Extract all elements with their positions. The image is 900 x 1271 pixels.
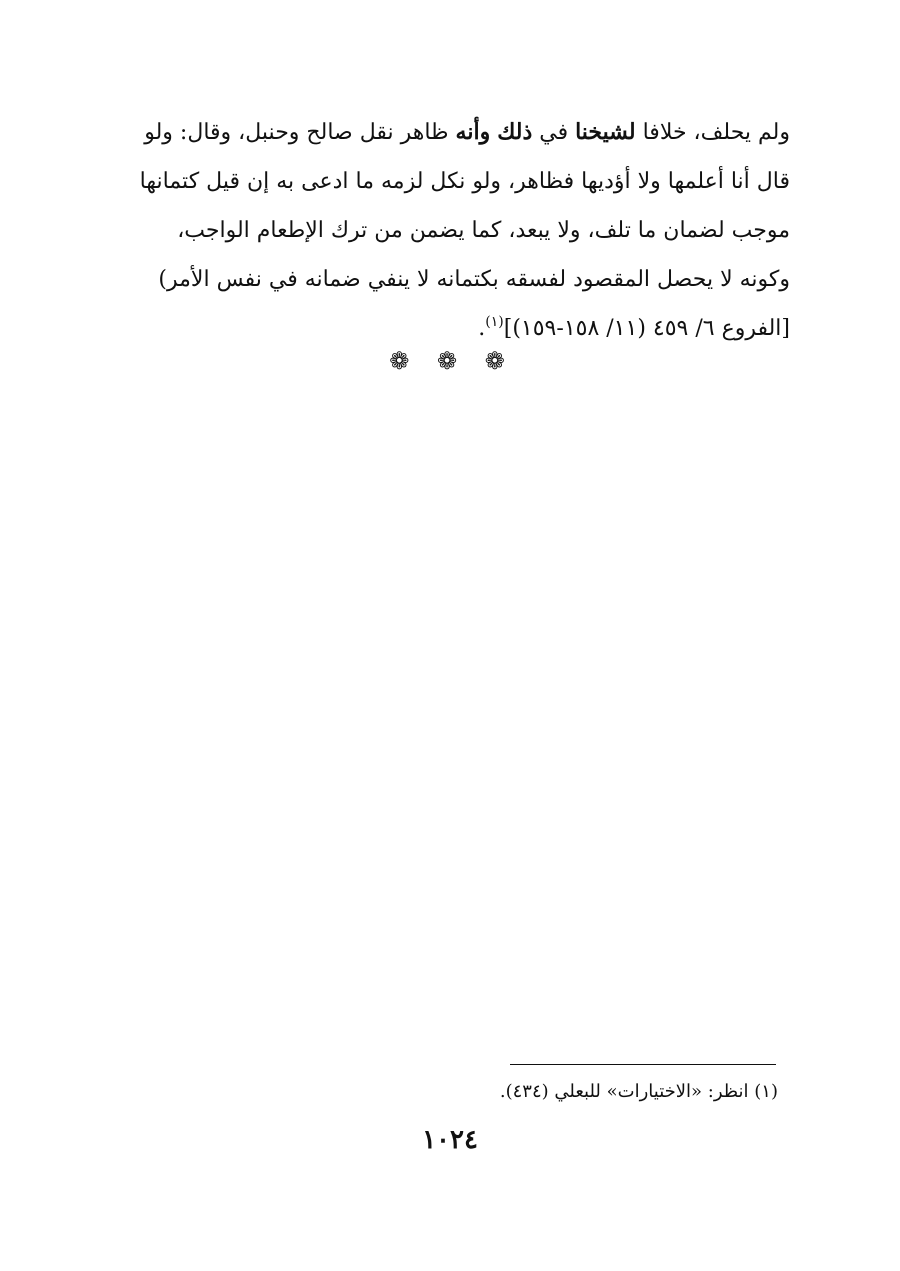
line1-part-a: ولم يحلف، خلافا bbox=[635, 120, 790, 145]
flower-ornament-icon: ❁ bbox=[484, 347, 511, 375]
section-divider-ornaments bbox=[0, 346, 900, 376]
line1-part-c: في bbox=[532, 120, 576, 145]
source-reference: [الفروع ٦/ ٤٥٩ (١١/ ١٥٨-١٥٩)] bbox=[503, 316, 790, 341]
footnote-text: انظر: «الاختيارات» للبعلي (٤٣٤). bbox=[499, 1081, 749, 1102]
text-line-3: موجب لضمان ما تلف، ولا يبعد، كما يضمن من ترك الإطعام الواجب، bbox=[177, 218, 790, 243]
footnote bbox=[400, 1077, 778, 1107]
flower-ornament-icon: ❁ bbox=[389, 347, 416, 375]
footnote-number: (١) bbox=[754, 1081, 778, 1102]
text-line-1 bbox=[110, 108, 790, 157]
text-line-4: وكونه لا يحصل المقصود لفسقه بكتمانه لا ينفي ضمانه في نفس الأمر) bbox=[158, 267, 790, 292]
footnote-marker: (١) bbox=[485, 314, 504, 330]
line5-end: . bbox=[478, 316, 486, 341]
footnote-separator bbox=[510, 1064, 776, 1065]
line1-bold-shaykhina: لشيخنا bbox=[575, 119, 636, 145]
line1-part-g: ظاهر نقل صالح وحنبل، وقال: ولو bbox=[144, 120, 456, 145]
line1-bold-wa-annahu: وأنه bbox=[455, 119, 491, 145]
text-line-2: قال أنا أعلمها ولا أؤديها فظاهر، ولو نكل لزمه ما ادعى به إن قيل كتمانها bbox=[139, 169, 790, 194]
page-number: ١٠٢٤ bbox=[422, 1125, 478, 1155]
line1-bold-dhalika: ذلك bbox=[497, 119, 533, 145]
flower-ornament-icon: ❁ bbox=[436, 347, 464, 375]
main-paragraph bbox=[110, 108, 790, 353]
